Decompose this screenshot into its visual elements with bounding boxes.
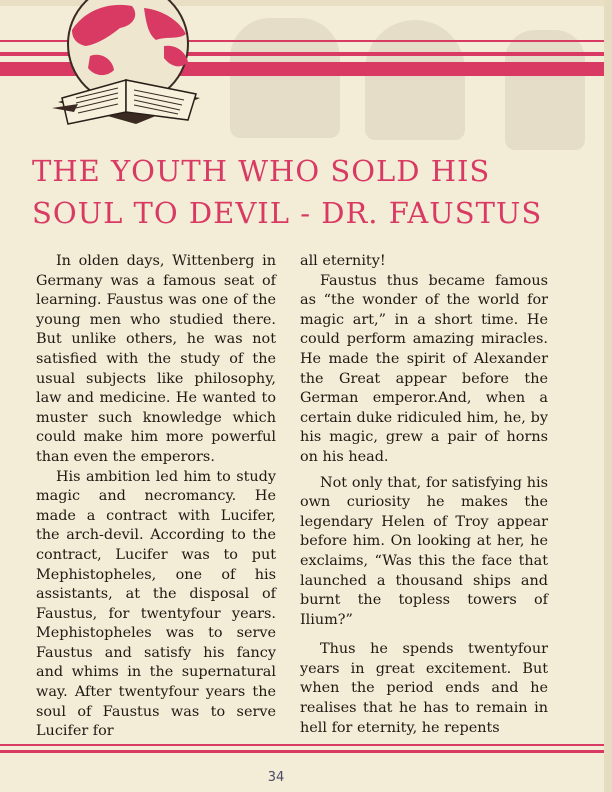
article-column-left	[36, 252, 276, 742]
footer-rule-thin	[0, 744, 612, 746]
page-title-line1: THE YOUTH WHO SOLD HIS	[32, 154, 491, 188]
page-number: 34	[267, 770, 285, 785]
bleed-through-figure	[505, 30, 585, 150]
bleed-through-figure	[230, 18, 340, 138]
footer-rule-thick	[0, 750, 612, 753]
bleed-through-figure	[365, 20, 465, 140]
article-column-right	[300, 252, 548, 738]
paragraph: Thus he spends twentyfour years in great excitement. But when the period ends and he realises that he has to remain in hell for eternity, he repents	[300, 641, 548, 736]
paragraph: all eternity!	[300, 253, 386, 269]
page-title-line2: SOUL TO DEVIL - DR. FAUSTUS	[32, 196, 543, 230]
globe-and-open-book-icon	[28, 0, 228, 140]
paragraph: His ambition led him to study magic and necromancy. He made a contract with Lucifer, the arch-devil. According to the contract, Lucifer was to put Mephistopheles, one of his assistants, at the disposal of Faustus, for twentyfour years. Mephistopheles was to serve Faustus and satisfy his fancy and whims in the supernatural way. After twentyfour years the soul of Faustus was to serve Lucifer for	[36, 468, 276, 740]
paragraph: Faustus thus became famous as “the wonder of the world for magic art,” in a short time. He could perform amazing miracles. He made the spirit of Alexander the Great appear before the German emperor.And, when a certain duke ridiculed him, he, by his magic, grew a pair of horns on his head.	[300, 272, 548, 465]
page-title	[32, 150, 592, 234]
paragraph: In olden days, Wittenberg in Germany was a famous seat of learning. Faustus was one of the young men who studied there. But unlike others, he was not satisfied with the study of the usual subjects like philosophy, law and medicine. He wanted to muster such knowledge which could make him more powerful than even the emperors.	[36, 253, 276, 465]
paragraph: Not only that, for satisfying his own curiosity he makes the legendary Helen of Troy appear before him. On looking at her, he exclaims, “Was this the face that launched a thousand ships and burnt the topless towers of Ilium?”	[300, 474, 548, 628]
page-right-edge	[604, 0, 612, 792]
